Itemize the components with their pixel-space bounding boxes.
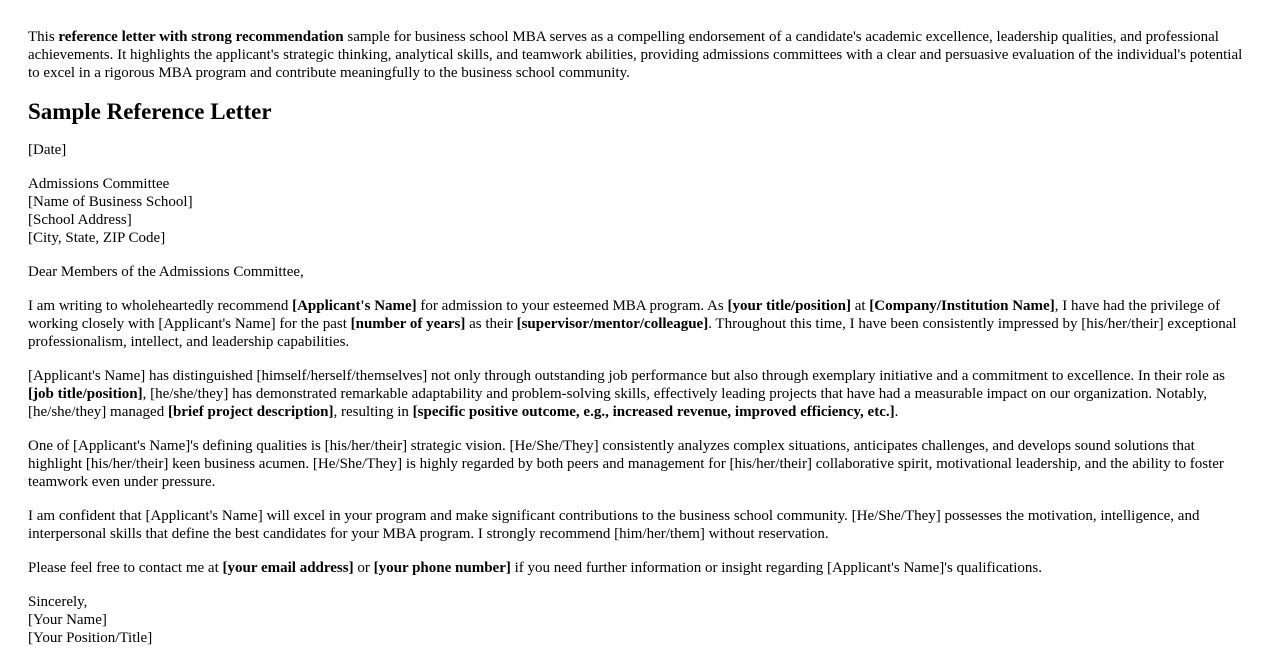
- address-line: [City, State, ZIP Code]: [28, 230, 166, 246]
- closing-line: Sincerely,: [28, 594, 88, 610]
- intro-paragraph: This reference letter with strong recommendation sample for business school MBA serves as a compelling endorsement of a candidate's academic excellence, leadership qualities, and professional achievements. It highlights the applicant's strategic thinking, analytical skills, and teamwork abilities, providing admissions committees with a clear and persuasive evaluation of the individual's potential to excel in a rigorous MBA program and contribute meaningfully to the business school community.: [28, 29, 1243, 81]
- closing-block: [28, 593, 1250, 647]
- body-paragraph-1: I am writing to wholeheartedly recommend [Applicant's Name] for admission to your esteemed MBA program. As [your title/position] at [Company/Institution Name], I have had the privilege of working closely with [Applicant's Name] for the past [number of years] as their [supervisor/mentor/colleague]. Throughout this time, I have been consistently impressed by [his/her/their] exceptional professionalism, intellect, and leadership capabilities.: [28, 298, 1237, 350]
- salutation: Dear Members of the Admissions Committee,: [28, 264, 304, 280]
- body-paragraph-4: I am confident that [Applicant's Name] will excel in your program and make significant contributions to the business school community. [He/She/They] possesses the motivation, intelligence, and interpersonal skills that define the best candidates for your MBA program. I strongly recommend [him/her/them] without reservation.: [28, 508, 1200, 542]
- address-line: [Name of Business School]: [28, 194, 193, 210]
- letter-date: [Date]: [28, 142, 67, 158]
- body-paragraph-3: One of [Applicant's Name]'s defining qualities is [his/her/their] strategic vision. [He/She/They] consistently analyzes complex situations, anticipates challenges, and develops sound solutions that highlight [his/her/their] keen business acumen. [He/She/They] is highly regarded by both peers and management for [his/her/their] collaborative spirit, motivational leadership, and the ability to foster teamwork even under pressure.: [28, 438, 1224, 490]
- signer-title: [Your Position/Title]: [28, 630, 153, 646]
- address-line: [School Address]: [28, 212, 132, 228]
- recipient-address: [28, 175, 1250, 247]
- body-paragraph-2: [Applicant's Name] has distinguished [himself/herself/themselves] not only through outstanding job performance but also through exemplary initiative and a commitment to excellence. In their role as [job title/position], [he/she/they] has demonstrated remarkable adaptability and problem-solving skills, effectively leading projects that have had a measurable impact on our organization. Notably, [he/she/they] managed [brief project description], resulting in [specific positive outcome, e.g., increased revenue, improved efficiency, etc.].: [28, 368, 1225, 420]
- body-paragraph-5: Please feel free to contact me at [your email address] or [your phone number] if you need further information or insight regarding [Applicant's Name]'s qualifications.: [28, 560, 1042, 576]
- page-title: Sample Reference Letter: [28, 99, 272, 124]
- intro-bold-phrase: reference letter with strong recommendation: [58, 29, 344, 45]
- address-line: Admissions Committee: [28, 176, 170, 192]
- signer-name: [Your Name]: [28, 612, 107, 628]
